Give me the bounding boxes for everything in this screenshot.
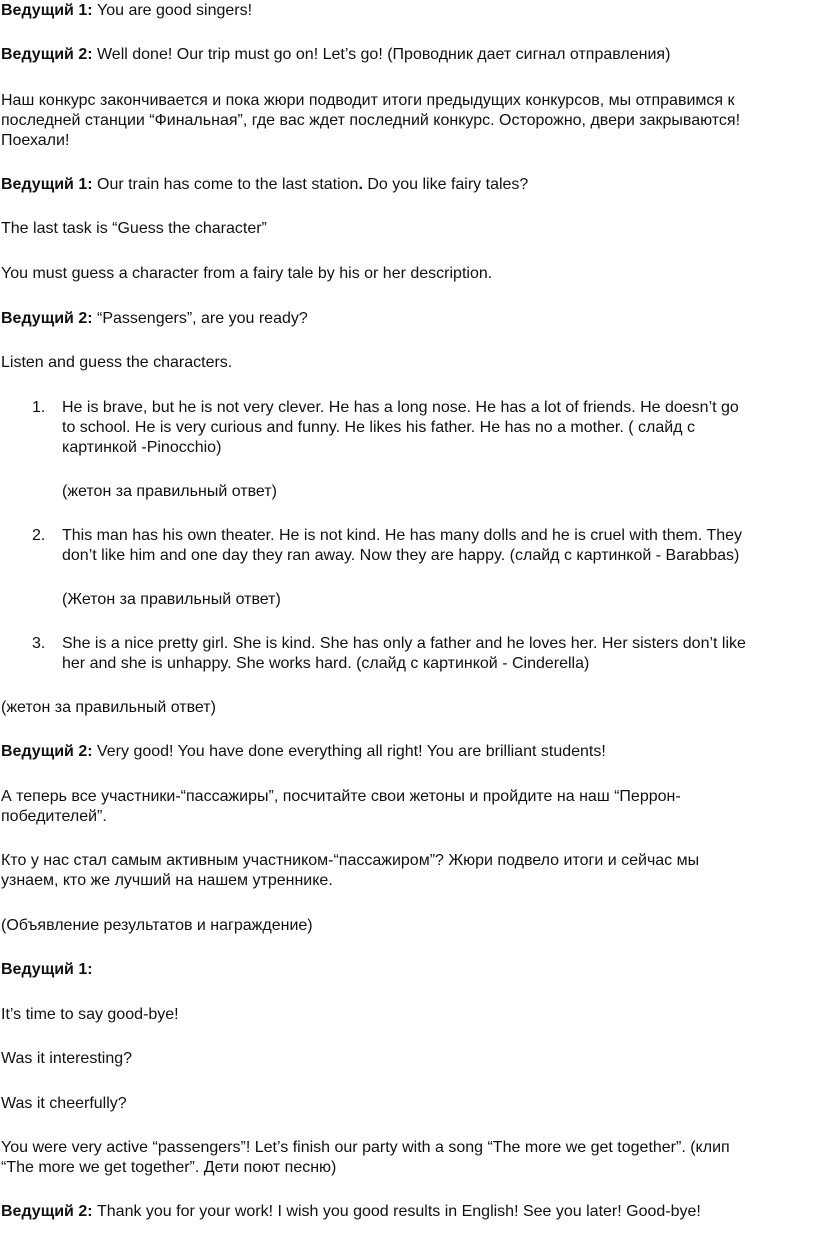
guess-instruction-line: You must guess a character from a fairy tale by his or her description. bbox=[1, 265, 493, 282]
speaker-label: Ведущий 2: bbox=[1, 743, 93, 760]
list-text bbox=[62, 526, 814, 566]
bold-period: . bbox=[358, 176, 363, 193]
paragraph-line: победителей”. bbox=[1, 808, 107, 825]
narration-paragraph bbox=[1, 91, 813, 151]
speaker-label: Ведущий 1: bbox=[1, 176, 93, 193]
results-note: (Объявление результатов и награждение) bbox=[1, 917, 313, 934]
speaker-label: Ведущий 1: bbox=[1, 2, 93, 19]
host2-line-thank-you bbox=[1, 1202, 813, 1222]
line-text: Very good! You have done everything all right! You are brilliant students! bbox=[92, 743, 606, 760]
host2-line-passengers bbox=[1, 309, 813, 329]
token-note: (жетон за правильный ответ) bbox=[1, 699, 216, 716]
token-note: (жетон за правильный ответ) bbox=[62, 483, 277, 500]
list-text bbox=[62, 634, 814, 674]
host2-line-very-good bbox=[1, 742, 813, 762]
list-line: This man has his own theater. He is not kind. He has many dolls and he is cruel with them. They bbox=[62, 527, 743, 544]
narration-line: Поехали! bbox=[1, 132, 70, 149]
paragraph-line: “The more we get together”. Дети поют песню) bbox=[1, 1159, 337, 1176]
line-text: Thank you for your work! I wish you good results in English! See you later! Good-bye! bbox=[92, 1203, 701, 1220]
count-tokens-paragraph bbox=[1, 787, 813, 827]
line-text: You are good singers! bbox=[92, 2, 253, 19]
host1-line-last-station bbox=[1, 175, 813, 195]
listen-line: Listen and guess the characters. bbox=[1, 354, 233, 371]
narration-line: Наш конкурс закончивается и пока жюри подводит итоги предыдущих конкурсов, мы отправимся к bbox=[1, 92, 735, 109]
list-number: 2. bbox=[32, 527, 46, 544]
line-text: “Passengers”, are you ready? bbox=[92, 310, 308, 327]
interesting-line: Was it interesting? bbox=[1, 1050, 133, 1067]
list-number: 3. bbox=[32, 635, 46, 652]
song-paragraph bbox=[1, 1138, 813, 1178]
paragraph-line: Кто у нас стал самым активным участником-“пассажиром”? Жюри подвело итоги и сейчас мы bbox=[1, 852, 700, 869]
cheerfully-line: Was it cheerfully? bbox=[1, 1095, 127, 1112]
list-line: картинкой -Pinocchio) bbox=[62, 439, 222, 456]
list-number: 1. bbox=[32, 399, 46, 416]
last-task-line: The last task is “Guess the character” bbox=[1, 220, 267, 237]
narration-line: последней станции “Финальная”, где вас ждет последний конкурс. Осторожно, двери закрываются! bbox=[1, 112, 741, 129]
list-line: don’t like him and one day they ran away. Now they are happy. (слайд с картинкой - Barabbas) bbox=[62, 547, 740, 564]
token-note: (Жетон за правильный ответ) bbox=[62, 591, 281, 608]
paragraph-line: You were very active “passengers”! Let’s finish our party with a song “The more we get together”. (клип bbox=[1, 1139, 730, 1156]
paragraph-line: узнаем, кто же лучший на нашем утреннике. bbox=[1, 872, 333, 889]
list-line: her and she is unhappy. She works hard. (слайд с картинкой - Cinderella) bbox=[62, 655, 590, 672]
goodbye-line: It’s time to say good-bye! bbox=[1, 1006, 179, 1023]
line-text: Our train has come to the last station bbox=[92, 176, 359, 193]
host2-line-trip bbox=[1, 45, 813, 65]
speaker-label: Ведущий 2: bbox=[1, 310, 93, 327]
host1-line-singers bbox=[1, 1, 813, 21]
host1-speaker-label: Ведущий 1: bbox=[1, 961, 93, 978]
speaker-label: Ведущий 2: bbox=[1, 46, 93, 63]
list-text bbox=[62, 398, 814, 458]
paragraph-line: А теперь все участники-“пассажиры”, посчитайте свои жетоны и пройдите на наш “Перрон- bbox=[1, 788, 681, 805]
list-line: to school. He is very curious and funny. He likes his father. He has no a mother. ( слайд с bbox=[62, 419, 695, 436]
jury-paragraph bbox=[1, 851, 813, 891]
line-text: Do you like fairy tales? bbox=[362, 176, 529, 193]
speaker-label: Ведущий 2: bbox=[1, 1203, 93, 1220]
list-line: She is a nice pretty girl. She is kind. She has only a father and he loves her. Her sisters don’t like bbox=[62, 635, 746, 652]
list-line: He is brave, but he is not very clever. He has a long nose. He has a lot of friends. He doesn’t go bbox=[62, 399, 739, 416]
line-text: Well done! Our trip must go on! Let’s go! (Проводник дает сигнал отправления) bbox=[92, 46, 671, 63]
